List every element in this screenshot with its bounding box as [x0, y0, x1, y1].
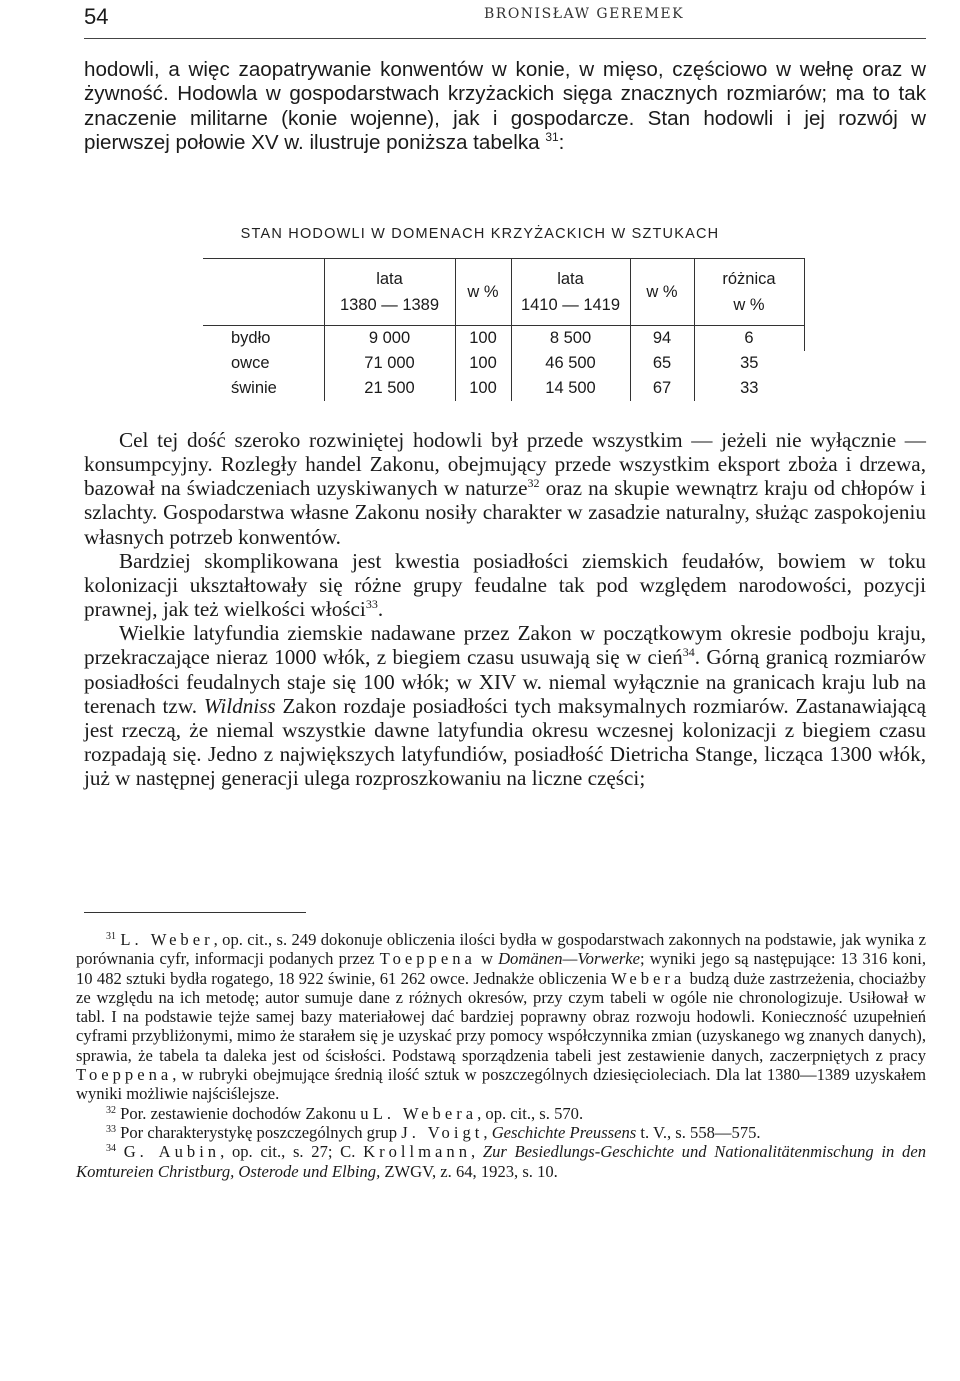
- header-years-1-range: 1380 — 1389: [339, 296, 440, 314]
- footnote-text: , op. cit., s. 27; C.: [220, 1142, 356, 1162]
- cell-value-2: 8 500: [511, 326, 630, 352]
- cell-value-1: 71 000: [324, 351, 455, 376]
- footnote-ref-32[interactable]: 32: [527, 476, 540, 491]
- intro-colon: :: [558, 130, 565, 154]
- footnote-ref-31[interactable]: 31: [545, 129, 559, 144]
- paragraph-text: . Górną granicą rozmiarów posiadłości feudalnych staje się 100 włók; w XIV w. niemal wyłącznie na granicach kraju lub na terenach tzw.: [84, 645, 926, 718]
- row-label: świnie: [231, 379, 277, 397]
- author-name: Krollmann: [363, 1142, 471, 1162]
- footnote-32: [76, 1104, 926, 1123]
- footnote-text: ,: [471, 1142, 476, 1162]
- paragraph-text: Bardziej skomplikowana jest kwestia posiadłości ziemskich feudałów, bowiem w toku kolonizacji ukształtowały się różne grupy feudalne tak pod względem narodowości, pozycji prawnej, jak też wielkości włości: [84, 548, 926, 622]
- footnote-number: 33: [106, 1123, 116, 1135]
- header-rule: [84, 38, 926, 39]
- work-title: Geschichte Preussens: [491, 1122, 637, 1142]
- header-years-1-label: lata: [376, 270, 403, 288]
- footnote-text: , op. cit., s. 570.: [477, 1103, 584, 1123]
- paragraph-estates: [84, 549, 926, 621]
- row-label: owce: [231, 354, 270, 372]
- cell-value-1: 9 000: [324, 326, 455, 352]
- paragraph-text: Zakon rozdaje posiadłości tych maksymalnych rozmiarów. Zastanawiającą jest rzeczą, że niemal wszystkie dawne latyfundia okresu wczesnej kolonizacji z biegiem czasu rozpadają się. Jedno z największych latyfundiów, posiadłość Dietricha Stange, licząca 1300 włók, już w następnej generacji ulega rozproszkowaniu na liczne części;: [84, 693, 927, 791]
- header-pct-2: w %: [630, 259, 694, 326]
- paragraph-purpose: [84, 428, 926, 549]
- author-name: Webera: [611, 968, 686, 988]
- row-label: bydło: [231, 329, 271, 347]
- header-pct-1: w %: [455, 259, 511, 326]
- header-years-1: [324, 259, 455, 326]
- footnote-34: [76, 1142, 926, 1181]
- cell-difference: 6: [694, 326, 804, 352]
- footnote-ref-33[interactable]: 33: [365, 597, 378, 612]
- livestock-table: [203, 258, 805, 401]
- footnote-text: Por. zestawienie dochodów Zakonu u: [120, 1103, 369, 1123]
- header-years-2: [511, 259, 630, 326]
- footnote-text: , op. cit., s. 249 dokonuje obliczenia ilości bydła w gospodarstwach zakonnych na podstawie, jak wynika z porównania cyfr, informacji podanych przez: [76, 930, 926, 969]
- running-title: BRONISŁAW GEREMEK: [484, 6, 685, 22]
- paragraph-text: oraz na skupie wewnątrz kraju od chłopów i szlachty. Gospodarstwa własne Zakonu nosiły charakter w zasadzie naturalny, służąc zaspokojeniu własnych potrzeb konwentów.: [84, 476, 927, 549]
- table-row: [203, 376, 804, 401]
- main-text: [84, 428, 926, 790]
- header-difference: [694, 259, 804, 326]
- footnote-text: t. V., s. 558—575.: [640, 1122, 761, 1142]
- cell-pct-1: 100: [455, 326, 511, 352]
- table-header-row: [203, 259, 804, 326]
- work-title: Zur Besiedlungs-Geschichte und Nationalitätenmischung in den Komtureien Christburg, Osterode und Elbing,: [76, 1142, 926, 1181]
- footnote-number: 31: [106, 931, 116, 942]
- cell-value-1: 21 500: [324, 376, 455, 401]
- author-name: Toeppena: [379, 949, 476, 969]
- footnote-text: Por charakterystykę poszczególnych grup: [120, 1122, 398, 1142]
- cell-pct-2: 94: [630, 326, 694, 352]
- footnote-ref-34[interactable]: 34: [682, 645, 695, 660]
- footnote-31: [76, 930, 926, 1104]
- footnote-text: , w rubryki obejmujące średnią ilość sztuk w poszczególnych dziesięcioleciach. Dla lat 1380—1389 uzyskałem wyniki możliwie najściślejsze.: [76, 1065, 926, 1104]
- term-wildniss: Wildniss: [203, 693, 276, 718]
- header-empty-cell: [203, 259, 324, 326]
- footnote-33: [76, 1123, 926, 1142]
- footnote-text: ; wyniki jego są następujące: 13 316 koni, 10 482 sztuki bydła rogatego, 18 922 świnie, 61 262 owce. Jednakże obliczenia: [76, 949, 926, 988]
- cell-difference: 35: [694, 351, 804, 376]
- table-row: [203, 351, 804, 376]
- page-number: 54: [84, 4, 109, 29]
- footnote-text: ,: [483, 1122, 488, 1142]
- intro-text: hodowli, a więc zaopatrywanie konwentów w konie, w mięso, częściowo w wełnę oraz w żywność. Hodowla w gospodarstwach krzyżackich sięga znacznych rozmiarów; ma to tak znaczenie militarne (konie wojenne), jak i gospodarcze. Stan hodowli i jej rozwój w pierwszej połowie XV w. ilustruje poniższa tabelka: [84, 58, 926, 154]
- author-name: L. Weber: [120, 930, 214, 949]
- header-years-2-label: lata: [557, 270, 584, 288]
- footnote-number: 34: [106, 1143, 116, 1155]
- cell-pct-2: 65: [630, 351, 694, 376]
- cell-pct-1: 100: [455, 376, 511, 401]
- footnote-text: w: [480, 949, 493, 969]
- paragraph-text: Wielkie latyfundia ziemskie nadawane przez Zakon w początkowym okresie podboju kraju, przekraczające nieraz 1000 włók, z biegiem czasu usuwają się w cień: [84, 621, 926, 670]
- author-name: G. Aubin: [123, 1142, 221, 1162]
- footnote-number: 32: [106, 1104, 116, 1116]
- intro-paragraph: [84, 58, 926, 155]
- footnotes: [76, 930, 926, 1181]
- cell-value-2: 46 500: [511, 351, 630, 376]
- cell-difference: 33: [694, 376, 804, 401]
- author-name: J. Voigt: [401, 1122, 484, 1142]
- header-years-2-range: 1410 — 1419: [520, 296, 621, 314]
- table-row: [203, 326, 804, 352]
- paragraph-text: Cel tej dość szeroko rozwiniętej hodowli był przede wszystkim — jeżeli nie wyłącznie — konsumpcyjny. Rozległy handel Zakonu, obejmujący przede wszystkim eksport zboża i drzewa, bazował na świadczeniach uzyskiwanych w naturze: [84, 428, 926, 501]
- table-caption: STAN HODOWLI W DOMENACH KRZYŻACKICH W SZTUKACH: [240, 226, 720, 242]
- work-title: Domänen—Vorwerke: [498, 949, 641, 969]
- paragraph-latifundia: [84, 621, 926, 790]
- cell-pct-2: 67: [630, 376, 694, 401]
- cell-value-2: 14 500: [511, 376, 630, 401]
- footnote-text: ZWGV, z. 64, 1923, s. 10.: [384, 1161, 558, 1181]
- author-name: L. Webera: [372, 1103, 478, 1123]
- header-difference-unit: w %: [733, 296, 765, 314]
- footnote-rule: [84, 912, 306, 913]
- page-header: [84, 2, 926, 38]
- author-name: Toeppena: [76, 1065, 173, 1085]
- footnote-text: budzą duże zastrzeżenia, chociażby ze względu na ich metodę; autor sumuje dane z różnych okresów, przy czym tabeli w ogóle nie chronologizuje. Usiłował w tabl. I na podstawie tejże samej bazy materiałowej dać bardziej poprawny obraz rozwoju hodowli. Konieczność uzupełnień cyframi przybliżonymi, mimo że starałem się je uzyskać przy pomocy współczynnika zmian (uzyskanego wg znanych danych), sprawia, że tabela ta daleka jest od ścisłości. Podstawą sporządzenia tabeli jest zestawienie danych, zaczerpniętych z pracy: [76, 968, 926, 1065]
- cell-pct-1: 100: [455, 351, 511, 376]
- header-difference-label: różnica: [722, 270, 776, 288]
- paragraph-text: .: [377, 597, 384, 622]
